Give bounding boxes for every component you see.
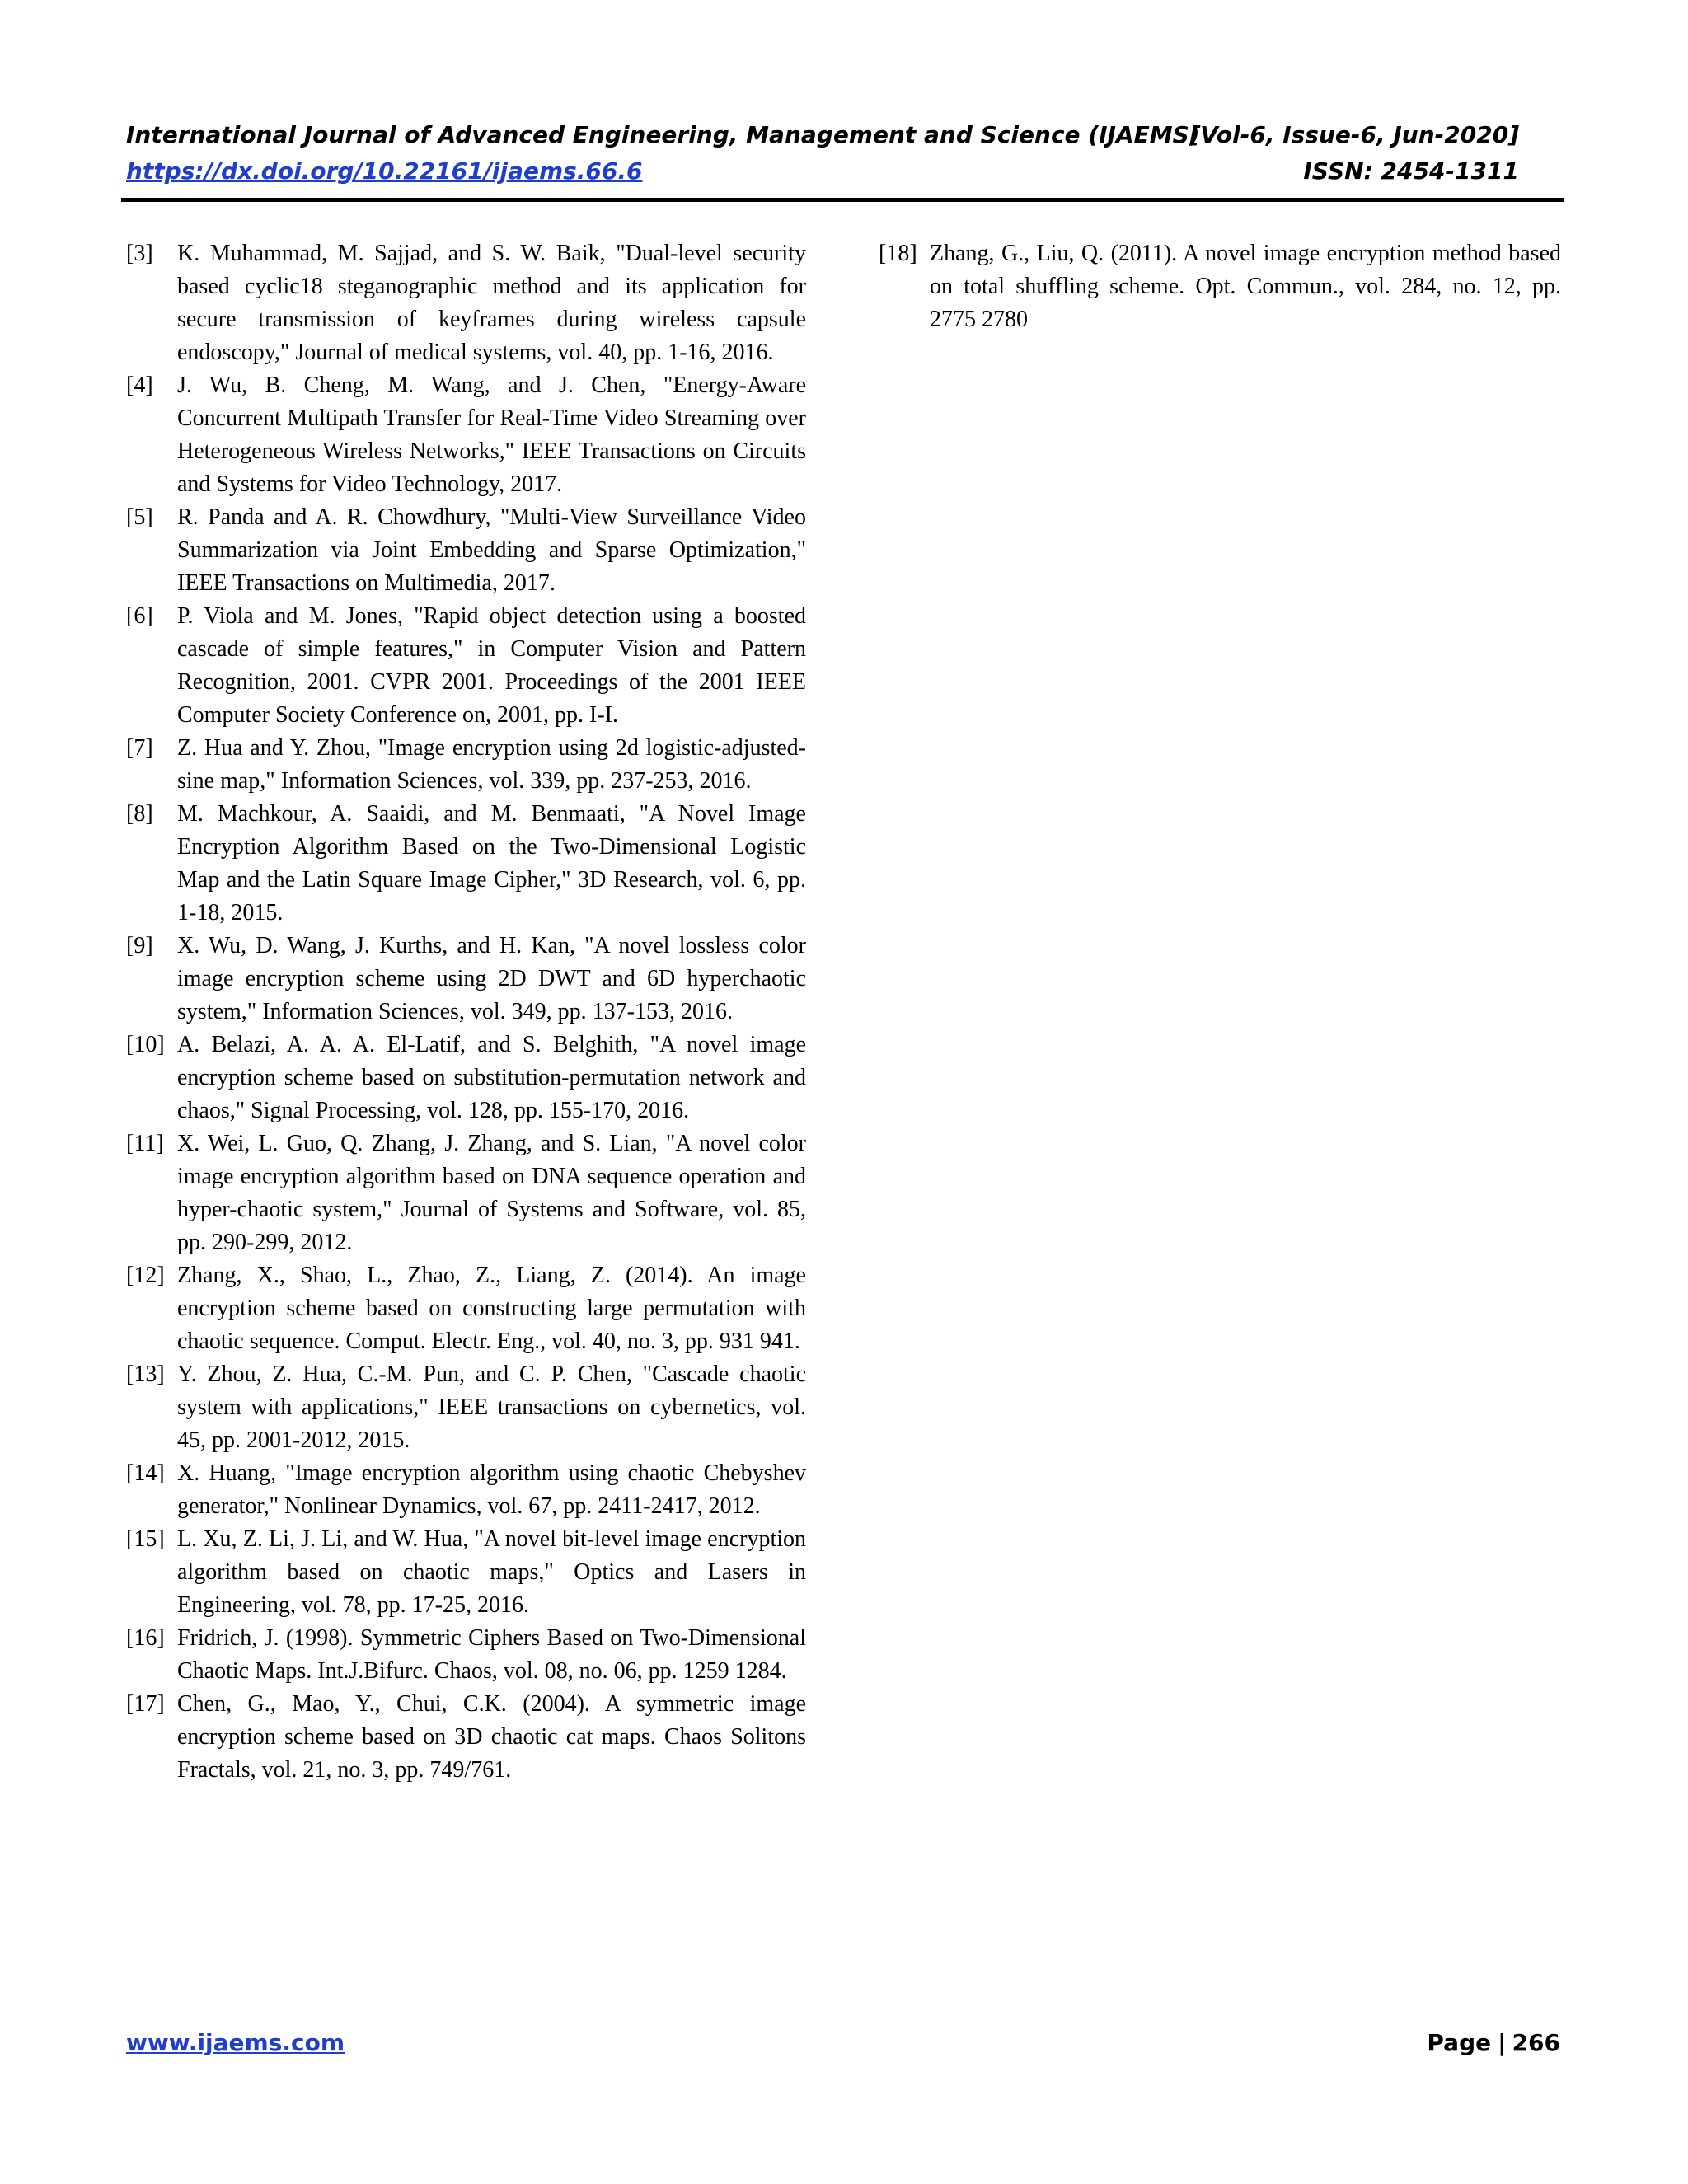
references-left-column bbox=[126, 237, 806, 1787]
reference-text: J. Wu, B. Cheng, M. Wang, and J. Chen, "Energy-Aware Concurrent Multipath Transfer for Real-Time Video Streaming over Heterogeneous Wireless Networks," IEEE Transactions on Circuits and Systems for Video Technology, 2017. bbox=[177, 373, 806, 497]
reference-number: [7] bbox=[126, 735, 153, 761]
reference-item bbox=[126, 1622, 806, 1688]
reference-text: Zhang, X., Shao, L., Zhao, Z., Liang, Z. (2014). An image encryption scheme based on constructing large permutation with chaotic sequence. Comput. Electr. Eng., vol. 40, no. 3, pp. 931 941. bbox=[177, 1263, 806, 1354]
reference-text: X. Wei, L. Guo, Q. Zhang, J. Zhang, and S. Lian, "A novel color image encryption algorithm based on DNA sequence operation and hyper-chaotic system," Journal of Systems and Software, vol. 85, pp. 290-299, 2012. bbox=[177, 1131, 806, 1255]
reference-number: [18] bbox=[879, 241, 917, 266]
reference-number: [12] bbox=[126, 1263, 165, 1288]
reference-text: M. Machkour, A. Saaidi, and M. Benmaati, "A Novel Image Encryption Algorithm Based on the Two-Dimensional Logistic Map and the Latin Square Image Cipher," 3D Research, vol. 6, pp. 1-18, 2015. bbox=[177, 801, 806, 926]
reference-text: L. Xu, Z. Li, J. Li, and W. Hua, "A novel bit-level image encryption algorithm based on chaotic maps," Optics and Lasers in Engineering, vol. 78, pp. 17-25, 2016. bbox=[177, 1526, 806, 1618]
reference-text: R. Panda and A. R. Chowdhury, "Multi-View Surveillance Video Summarization via Joint Embedding and Sparse Optimization," IEEE Transactions on Multimedia, 2017. bbox=[177, 504, 806, 596]
reference-item bbox=[126, 501, 806, 600]
header-row-2 bbox=[126, 153, 1519, 190]
reference-number: [16] bbox=[126, 1625, 165, 1651]
reference-number: [8] bbox=[126, 801, 153, 827]
reference-number: [4] bbox=[126, 373, 153, 398]
reference-number: [14] bbox=[126, 1460, 165, 1486]
volume-issue: [Vol-6, Issue-6, Jun-2020] bbox=[1189, 121, 1519, 148]
reference-text: K. Muhammad, M. Sajjad, and S. W. Baik, "Dual-level security based cyclic18 steganographic method and its application for secure transmission of keyframes during wireless capsule endoscopy," Journal of medical systems, vol. 40, pp. 1-16, 2016. bbox=[177, 241, 806, 365]
reference-item bbox=[126, 930, 806, 1029]
reference-number: [17] bbox=[126, 1691, 165, 1717]
reference-text: Chen, G., Mao, Y., Chui, C.K. (2004). A symmetric image encryption scheme based on 3D chaotic cat maps. Chaos Solitons Fractals, vol. 21, no. 3, pp. 749/761. bbox=[177, 1691, 806, 1783]
reference-text: Z. Hua and Y. Zhou, "Image encryption using 2d logistic-adjusted-sine map," Information Sciences, vol. 339, pp. 237-253, 2016. bbox=[177, 735, 806, 794]
issn: ISSN: 2454-1311 bbox=[1303, 157, 1519, 185]
reference-item bbox=[126, 1259, 806, 1358]
reference-item bbox=[126, 798, 806, 930]
reference-item bbox=[126, 1688, 806, 1787]
reference-item bbox=[126, 1358, 806, 1457]
reference-text: Zhang, G., Liu, Q. (2011). A novel image encryption method based on total shuffling scheme. Opt. Commun., vol. 284, no. 12, pp. 2775 2780 bbox=[930, 241, 1561, 332]
journal-title: International Journal of Advanced Engineering, Management and Science (IJAEMS) bbox=[126, 121, 1200, 148]
header-divider bbox=[121, 198, 1564, 202]
reference-number: [15] bbox=[126, 1526, 165, 1552]
reference-number: [3] bbox=[126, 241, 153, 266]
reference-item bbox=[879, 237, 1561, 336]
reference-item bbox=[126, 369, 806, 501]
page-number-block bbox=[1427, 2029, 1560, 2056]
reference-text: Y. Zhou, Z. Hua, C.-M. Pun, and C. P. Chen, "Cascade chaotic system with applications," IEEE transactions on cybernetics, vol. 45, pp. 2001-2012, 2015. bbox=[177, 1361, 806, 1453]
reference-text: A. Belazi, A. A. A. El-Latif, and S. Belghith, "A novel image encryption scheme based on substitution-permutation network and chaos," Signal Processing, vol. 128, pp. 155-170, 2016. bbox=[177, 1032, 806, 1123]
page-label: Page bbox=[1427, 2029, 1492, 2056]
reference-item bbox=[126, 1457, 806, 1523]
reference-item bbox=[126, 1127, 806, 1259]
reference-number: [6] bbox=[126, 603, 153, 629]
reference-number: [9] bbox=[126, 933, 153, 958]
doi-link[interactable]: https://dx.doi.org/10.22161/ijaems.66.6 bbox=[126, 157, 643, 185]
reference-number: [11] bbox=[126, 1131, 164, 1156]
page-separator: | bbox=[1498, 2029, 1506, 2056]
reference-item bbox=[126, 1029, 806, 1127]
page-number: 266 bbox=[1512, 2029, 1560, 2056]
reference-text: X. Wu, D. Wang, J. Kurths, and H. Kan, "A novel lossless color image encryption scheme using 2D DWT and 6D hyperchaotic system," Information Sciences, vol. 349, pp. 137-153, 2016. bbox=[177, 933, 806, 1024]
page-header bbox=[126, 117, 1519, 190]
reference-number: [10] bbox=[126, 1032, 165, 1057]
header-row-1 bbox=[126, 117, 1519, 153]
reference-item bbox=[126, 237, 806, 369]
website-link[interactable]: www.ijaems.com bbox=[126, 2029, 345, 2056]
reference-item bbox=[126, 732, 806, 798]
reference-number: [13] bbox=[126, 1361, 165, 1387]
reference-number: [5] bbox=[126, 504, 153, 530]
reference-item bbox=[126, 600, 806, 732]
references-right-column bbox=[879, 237, 1561, 336]
reference-text: Fridrich, J. (1998). Symmetric Ciphers Based on Two-Dimensional Chaotic Maps. Int.J.Bifurc. Chaos, vol. 08, no. 06, pp. 1259 1284. bbox=[177, 1625, 806, 1684]
reference-text: X. Huang, "Image encryption algorithm using chaotic Chebyshev generator," Nonlinear Dynamics, vol. 67, pp. 2411-2417, 2012. bbox=[177, 1460, 806, 1519]
page-footer bbox=[126, 2029, 1560, 2062]
reference-text: P. Viola and M. Jones, "Rapid object detection using a boosted cascade of simple features," in Computer Vision and Pattern Recognition, 2001. CVPR 2001. Proceedings of the 2001 IEEE Computer Society Conference on, 2001, pp. I-I. bbox=[177, 603, 806, 728]
reference-item bbox=[126, 1523, 806, 1622]
